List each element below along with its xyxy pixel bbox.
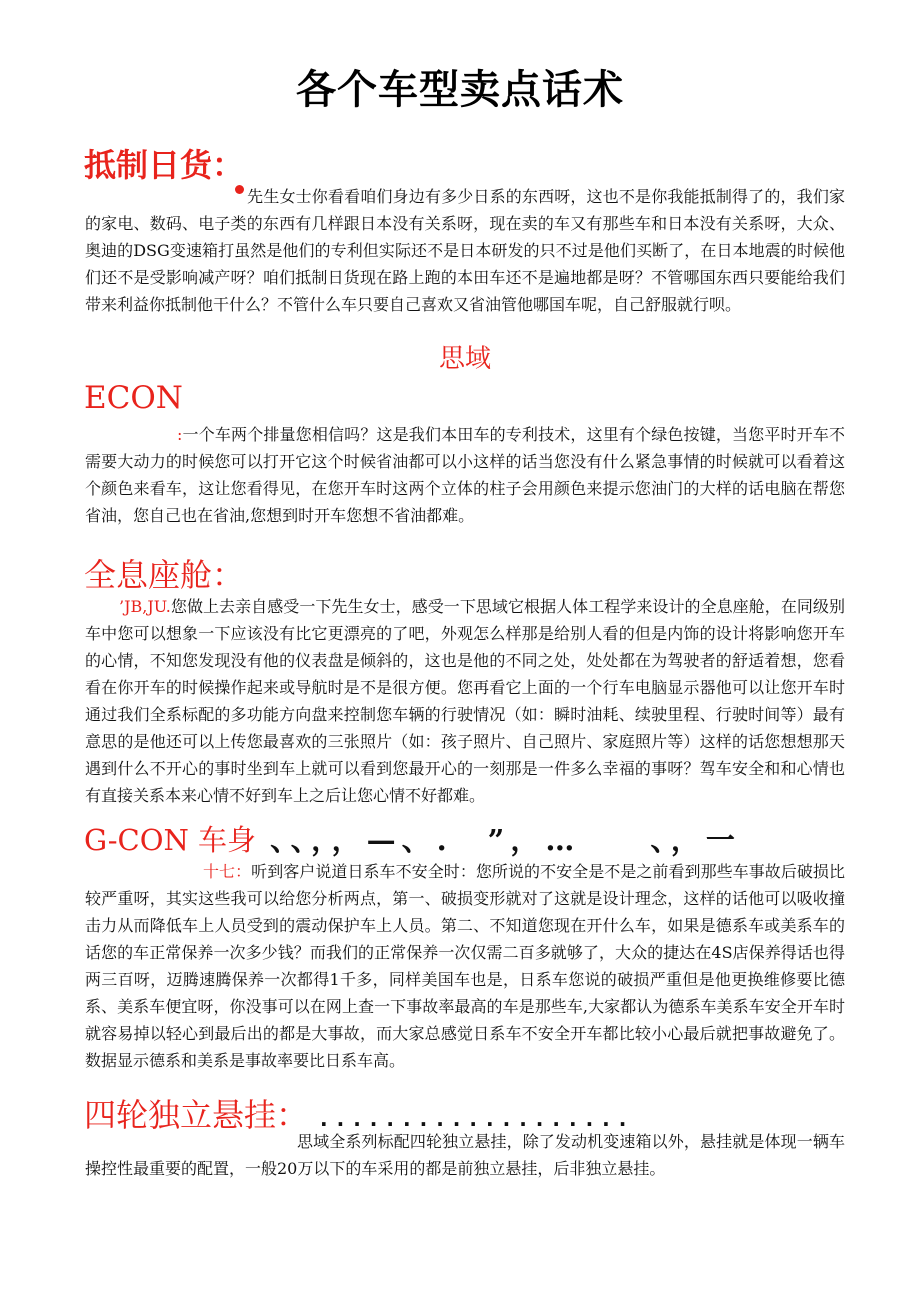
cockpit-heading: 全息座舱： — [84, 556, 245, 594]
suspension-body: 思域全系列标配四轮独立悬挂，除了发动机变速箱以外，悬挂就是体现一辆车操控性最重要的配置，一般20万以下的车采用的都是前独立悬挂，后非独立悬挂。 — [85, 1132, 845, 1178]
econ-prefix: : — [177, 425, 183, 444]
model-name: 思域 — [438, 344, 491, 374]
gcon-marks: 、、，，—、. ”，… 、，一 — [270, 823, 741, 857]
boycott-heading: 抵制日货： — [84, 146, 245, 184]
econ-heading: ECON — [84, 380, 183, 416]
suspension-paragraph — [85, 1128, 845, 1182]
cockpit-body: 您做上去亲自感受一下先生女士，感受一下思域它根据人体工程学来设计的全息座舱，在同级别车中您可以想象一下应该没有比它更漂亮的了吧，外观怎么样那是给别人看的但是内饰的设计将影响您开车的心情，不知您发现没有他的仪表盘是倾斜的，这也是他的不同之处，处处都在为驾驶者的舒适着想，您看看在你开车的时候操作起来或导航时是不是很方便。您再看它上面的一个行车电脑显示器他可以让您开车时通过我们全系标配的多功能方向盘来控制您车辆的行驶情况（如：瞬时油耗、续驶里程、行驶时间等）最有意思的是他还可以上传您最喜欢的三张照片（如：孩子照片、自己照片、家庭照片等）这样的话您想想那天遇到什么不开心的事时坐到车上就可以看到您最开心的一刻那是一件多么幸福的事呀？驾车安全和和心情也有直接关系本来心情不好到车上之后让您心情不好都难。 — [85, 597, 845, 805]
gcon-heading: G-CON 车身 — [84, 823, 257, 857]
gcon-heading-row — [84, 818, 741, 859]
econ-paragraph — [85, 421, 845, 529]
page-title: 各个车型卖点话术 — [296, 67, 624, 113]
boycott-body: 先生女士你看看咱们身边有多少日系的东西呀，这也不是你我能抵制得了的，我们家的家电、数码、电子类的东西有几样跟日本没有关系呀，现在卖的车又有那些车和日本没有关系呀，大众、奥迪的DSG变速箱打虽然是他们的专利但实际还不是日本研发的只不过是他们买断了，在日本地震的时候他们还不是受影响减产呀？咱们抵制日货现在路上跑的本田车还不是遍地都是呀？不管哪国东西只要能给我们带来利益你抵制他干什么？不管什么车只要自己喜欢又省油管他哪国车呢，自己舒服就行呗。 — [85, 187, 845, 314]
gcon-prefix: 十七： — [203, 862, 252, 881]
gcon-body: 听到客户说道日系车不安全时：您所说的不安全是不是之前看到那些车事故后破损比较严重呀，其实这些我可以给您分析两点，第一、破损变形就对了这就是设计理念，这样的话他可以吸收撞击力从而降低车上人员受到的震动保护车上人员。第二、不知道您现在开什么车，如果是德系车或美系车的话您的车正常保养一次多少钱？而我们的正常保养一次仅需二百多就够了，大众的捷达在4S店保养得话也得两三百呀，迈腾速腾保养一次都得1千多，同样美国车也是，日系车您说的破损严重但是他更换维修要比德系、美系车便宜呀，你没事可以在网上查一下事故率最高的车是那些车,大家都认为德系车美系车安全开车时就容易掉以轻心到最后出的都是大事故，而大家总感觉日系车不安全开车都比较小心最后就把事故避免了。数据显示德系和美系是事故率要比日系车高。 — [85, 862, 845, 1070]
econ-body: 一个车两个排量您相信吗？这是我们本田车的专利技术，这里有个绿色按键，当您平时开车不需要大动力的时候您可以打开它这个时候省油都可以小这样的话当您没有什么紧急事情的时候就可以看着这个颜色来看车，这让您看得见，在您开车时这两个立体的柱子会用颜色来提示您油门的大样的话电脑在帮您省油，您自己也在省油,您想到时开车您想不省油都难。 — [85, 425, 845, 525]
cockpit-prefix: ’JB,JU. — [119, 597, 171, 616]
suspension-heading: 四轮独立悬挂： — [84, 1096, 309, 1134]
bullet-dot-icon — [235, 185, 244, 194]
boycott-paragraph — [85, 183, 845, 318]
suspension-marks: ................... — [320, 1107, 636, 1131]
gcon-paragraph — [85, 858, 845, 1074]
cockpit-paragraph — [85, 593, 845, 809]
